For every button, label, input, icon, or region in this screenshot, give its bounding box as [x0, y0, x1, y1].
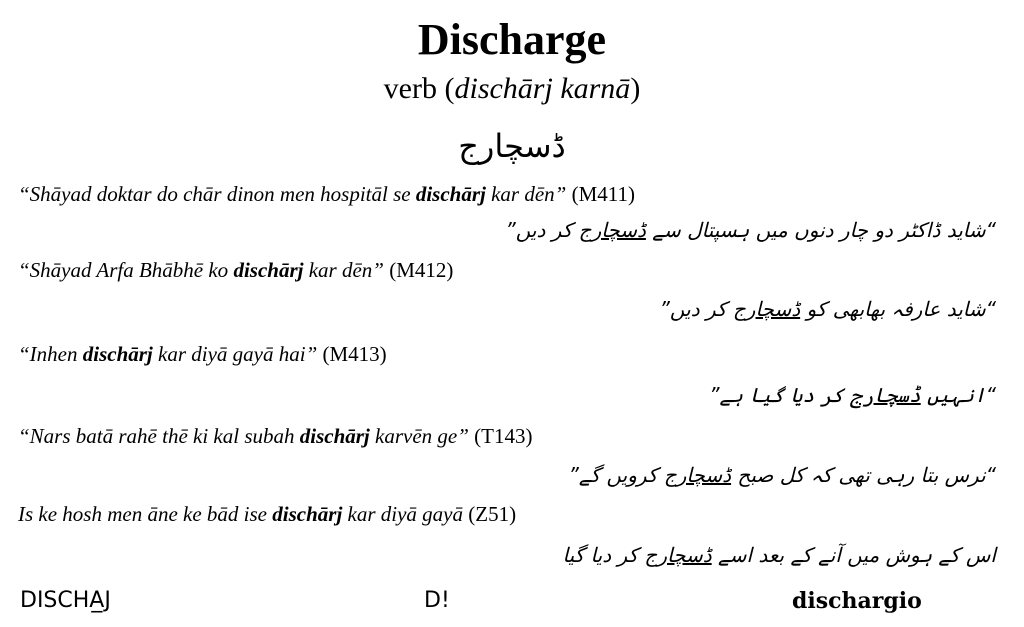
urdu-headword: ڈسچارج: [458, 127, 566, 165]
pos-word: verb: [383, 72, 437, 105]
urdu-keyword: ڈسچارج: [578, 218, 646, 242]
example-urdu-4: [569, 460, 997, 490]
urdu-pre: اس کے ہوش میں آنے کے بعد اسے: [711, 543, 996, 567]
example-keyword: dischārj: [415, 182, 486, 206]
example-urdu-2: [660, 294, 996, 324]
example-post: kar diyā gayā: [342, 502, 464, 526]
example-urdu-1: [505, 215, 996, 245]
example-pre: “Shāyad doktar do chār dinon men hospitāl se: [18, 182, 416, 206]
headword-title: Discharge: [417, 15, 607, 64]
footer-variant-right: dischargio: [792, 588, 922, 614]
urdu-pre: “شاید ڈاکٹر دو چار دنوں میں ہسپتال سے: [645, 218, 996, 242]
pos-transliteration: dischārj karnā: [454, 72, 631, 105]
example-ref: (T143): [468, 424, 533, 448]
example-post: kar diyā gayā hai”: [152, 342, 318, 366]
example-urdu-5: [563, 540, 996, 570]
urdu-pre: “انہیں: [920, 383, 996, 407]
urdu-keyword: ڈسچارج: [850, 383, 921, 407]
example-post: karvēn ge”: [369, 424, 469, 448]
urdu-keyword: ڈسچارج: [663, 463, 732, 487]
pos-paren-open: (: [436, 72, 455, 105]
example-keyword: dischārj: [272, 502, 343, 526]
urdu-pre: “نرس بتا رہی تھی کہ کل صبح: [731, 463, 996, 487]
example-ref: (M412): [383, 258, 454, 282]
urdu-post: کر دیں”: [505, 218, 579, 242]
part-of-speech: [0, 70, 1024, 108]
example-urdu-3: [709, 380, 996, 410]
example-roman-2: [18, 256, 453, 284]
example-pre: “Inhen: [18, 342, 83, 366]
urdu-keyword: ڈسچارج: [732, 297, 801, 321]
example-post: kar dēn”: [485, 182, 567, 206]
urdu-post: کر دیا گیا ہے”: [709, 383, 851, 407]
urdu-post: کر دیا گیا: [562, 543, 645, 567]
example-pre: “Nars batā rahē thē ki kal subah: [18, 424, 300, 448]
urdu-post: کرویں گے”: [568, 463, 664, 487]
example-roman-5: [18, 500, 516, 528]
example-ref: (M411): [566, 182, 635, 206]
urdu-keyword: ڈسچارج: [644, 543, 712, 567]
example-keyword: dischārj: [233, 258, 304, 282]
example-pre: “Shāyad Arfa Bhābhē ko: [18, 258, 234, 282]
urdu-pre: “شاید عارفہ بھابھی کو: [800, 297, 996, 321]
example-roman-4: [18, 422, 532, 450]
footer-variant-left: DISCHA̲J: [20, 588, 111, 613]
example-keyword: dischārj: [82, 342, 153, 366]
example-roman-3: [18, 340, 387, 368]
example-keyword: dischārj: [299, 424, 370, 448]
pos-paren-close: ): [630, 72, 641, 105]
urdu-post: کر دیں”: [659, 297, 733, 321]
example-roman-1: [18, 180, 635, 208]
example-post: kar dēn”: [303, 258, 384, 282]
example-ref: (M413): [317, 342, 387, 366]
footer-variant-middle: D!: [424, 588, 450, 613]
example-pre: Is ke hosh men āne ke bād ise: [18, 502, 273, 526]
example-ref: (Z51): [463, 502, 517, 526]
